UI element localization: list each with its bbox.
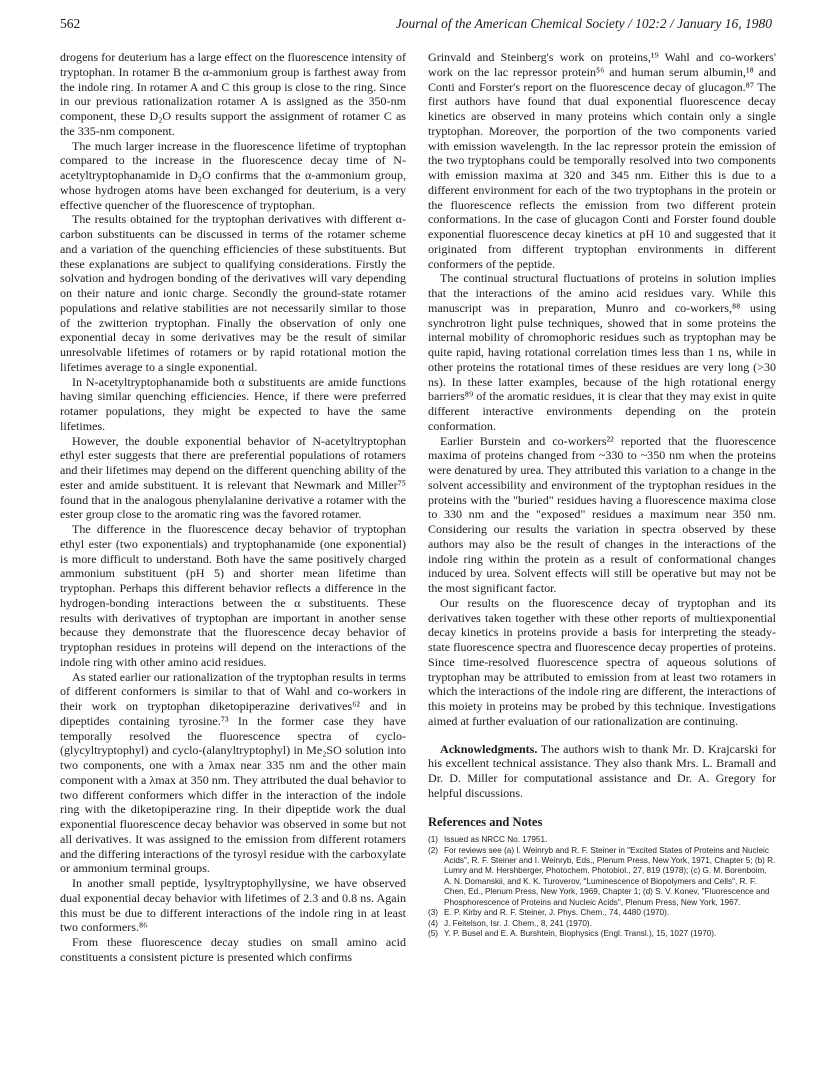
- references-list: [428, 835, 776, 939]
- left-column: [60, 50, 406, 965]
- reference-number: (5): [428, 928, 439, 938]
- page-number: 562: [60, 16, 81, 31]
- reference-item: [428, 908, 776, 918]
- paragraph: drogens for deuterium has a large effect on the fluorescence intensity of tryptophan. In rotamer B the α-ammonium group is farthest away from the indole ring. In rotamer A and C this group is close to the ring. Since in our previous rationalization rotamer A is assigned as the 350-nm component, these D₂O results support the assignment of rotamer C as the 335-nm component.: [60, 50, 406, 138]
- paragraph: The results obtained for the tryptophan derivatives with different α-carbon substituents can be discussed in terms of the rotamer scheme and a variation of the quenching efficiencies of these substituents. But these explanations are subject to qualifying considerations. Firstly the solvation and hydrogen bonding of the derivatives will vary depending on their nature and ionic charge. Secondly the ground-state rotamer populations and relative stabilities are not necessarily similar to those of the zwitterion tryptophan. Finally the observation of only one exponential decay in some derivatives may be the result of similar unresolvable lifetimes of rotamers or by rapid rotational motion the lifetimes average to a single exponential.: [60, 212, 406, 374]
- reference-number: (1): [428, 835, 439, 845]
- reference-text: Issued as NRCC No. 17951.: [444, 835, 548, 845]
- reference-text: E. P. Kirby and R. F. Steiner, J. Phys. Chem., 74, 4480 (1970).: [444, 908, 670, 918]
- reference-text: For reviews see (a) I. Weinryb and R. F. Steiner in "Excited States of Proteins and Nucleic Acids", R. F. Steiner and I. Weinryb, Eds., Plenum Press, New York, 1971, Chapter 5; (b) R. Lumry and M. Hershberger, Photochem. Photobiol., 27, 819 (1978); (c) G. M. Borenboim, A. N. Domanskii, and K. K. Turoverov, "Luminescence of Biopolymers and Cells", R. F. Chen, Ed., Plenum Press, New York, 1969, Chapter 1; (d) S. V. Konev, "Fluorescence and Phosphorescence of Proteins and Nucleic Acids", Plenum Press, New York, 1967.: [444, 845, 776, 907]
- reference-item: [428, 846, 776, 908]
- reference-text: J. Feitelson, Isr. J. Chem., 8, 241 (1970).: [444, 918, 592, 928]
- running-head: Journal of the American Chemical Society / 102:2 / January 16, 1980: [395, 16, 772, 31]
- reference-item: [428, 919, 776, 929]
- reference-text: Y. P. Busel and E. A. Burshtein, Biophysics (Engl. Transl.), 15, 1027 (1970).: [444, 928, 717, 938]
- references-heading: References and Notes: [428, 814, 543, 829]
- acknowledgments-heading: Acknowledgments.: [440, 741, 538, 756]
- acknowledgments: [428, 742, 776, 801]
- reference-number: (4): [428, 918, 439, 928]
- acknowledgments-text: The authors wish to thank Mr. D. Krajcarski for his excellent technical assistance. They also thank Mrs. L. Bramall and Dr. D. Miller for computational assistance and Dr. A. Gregory for helpful discussions.: [428, 741, 776, 800]
- paragraph: The much larger increase in the fluorescence lifetime of tryptophan compared to the increase in the fluorescence decay time of N-acetyltryptophanamide in D₂O confirms that the α-ammonium group, whose hydrogen atoms have been exchanged for deuterium, is a very effective quencher of the fluorescence of tryptophan.: [60, 138, 406, 212]
- paragraph: Grinvald and Steinberg's work on proteins,¹⁹ Wahl and co-workers' work on the lac repressor protein⁵⁶ and human serum albumin,¹⁸ and Conti and Forster's report on the fluorescence decay of glucagon.⁸⁷ The first authors have found that dual exponential fluorescence decay kinetics are observed in many proteins which contain only a single tryptophan. Moreover, the porportion of the two components varied with emission wavelength. In the lac repressor protein the emission of the two tryptophans could be temporally resolved into two components with emission maxima at 320 and 345 nm. Either this is due to a different environment for each of the two tryptophans in the protein or the fluorescence reflects the emission from two different protein conformations. In the case of glucagon Conti and Forster found double exponential fluorescence decay kinetics at pH 10 and suggested that it originated from different tryptophan environments in different conformers of the peptide.: [428, 50, 776, 271]
- page-header: [60, 16, 772, 36]
- paragraph: In N-acetyltryptophanamide both α substituents are amide functions having similar quenching efficiencies. Hence, if there were preferred rotamer populations, they might be expected to have the same lifetimes.: [60, 374, 406, 433]
- paragraph: However, the double exponential behavior of N-acetyltryptophan ethyl ester suggests that there are preferential populations of rotamers and their lifetimes may depend on the different quenching ability of the ester and amide substituent. It is relevant that Newmark and Miller⁷⁵ found that in the analogous phenylalanine derivative a rotamer with the ester group close to the aromatic ring was the favored rotamer.: [60, 433, 406, 522]
- reference-number: (3): [428, 908, 439, 918]
- paragraph: In another small peptide, lysyltryptophyllysine, we have observed dual exponential decay behavior with lifetimes of 2.3 and 0.8 ns. Again this must be due to different interactions of the indole ring in at least two conformers.⁸⁶: [60, 876, 406, 935]
- right-column: [428, 50, 776, 939]
- paragraph: Our results on the fluorescence decay of tryptophan and its derivatives taken together with these other reports of multiexponential decay kinetics in proteins provide a basis for interpreting the steady-state fluorescence spectra and fluorescence decay properties of proteins. Since time-resolved fluorescence spectra of aqueous solutions of tryptophan may be attributed to emission from at least two rotamers in which the interactions of the indole ring are different, the interactions of this moiety in proteins may be probed by this technique. Investigations aimed at further evaluation of our rationalization are continuing.: [428, 595, 776, 728]
- paragraph: Earlier Burstein and co-workers²² reported that the fluorescence maxima of proteins changed from ~330 to ~350 nm when the proteins were denatured by urea. They attributed this variation to a change in the solvent accessibility and environment of the tryptophan residues in the proteins with the "buried" residues having a fluorescence maxima close to 330 nm and the "exposed" residues a maximum near 350 nm. Considering our results the variation in spectra observed by these authors may also be the result of changes in the interactions of the indole ring within the protein as a result of conformational changes induced by urea. Solvent effects will still be operative but may not be the most significant factor.: [428, 433, 776, 595]
- paragraph: As stated earlier our rationalization of the tryptophan results in terms of different conformers is similar to that of Wahl and co-workers in their work on tryptophan diketopiperazine derivatives⁶² and in dipeptides containing tyrosine.⁷³ In the former case they have temporally resolved the fluorescence spectra of cyclo-(glycyltryptophyl) and cyclo-(alanyltryptophyl) in Me₂SO solution into two components, one with a λmax near 335 nm and the other main component with a λmax at 350 nm. They attributed the dual behavior to two different conformers which differ in the interaction of the indole ring with the diketopiperazine ring. In their dipeptide work the dual exponential fluorescence decay behavior was observed in some but not all derivatives. It was assigned to the emission from different rotamers and the differing interactions of the tyrosyl residue with the carboxylate or ammonium terminal groups.: [60, 669, 406, 876]
- reference-item: [428, 929, 776, 939]
- reference-item: [428, 835, 776, 845]
- paragraph: The difference in the fluorescence decay behavior of tryptophan ethyl ester (two exponentials) and tryptophanamide (one exponential) is more difficult to understand. Both have the same positively charged ammonium substituent (pH 5) and shorter mean lifetime than tryptophan. Perhaps this different behavior reflects a difference in the hydrogen-bonding interactions between the α substituents. These results with derivatives of tryptophan are important in another sense because they demonstrate that the fluorescence decay behavior of tryptophan residues in proteins will depend on the interactions of the indole ring with other amino acid residues.: [60, 522, 406, 669]
- reference-number: (2): [428, 845, 439, 855]
- paragraph: The continual structural fluctuations of proteins in solution implies that the interactions of the amino acid residues vary. While this manuscript was in preparation, Munro and co-workers,⁸⁸ using synchrotron light pulse techniques, showed that in some proteins the internal mobility of chromophoric residues such as tryptophan may be quite rapid, having rotational correlation times less than 1 ns, while in other proteins the rotational times of these residues are very long (>30 ns). In these latter examples, because of the high rotational energy barriers⁸⁹ of the aromatic residues, it is clear that they may exist in quite different interactive environments depending on the protein conformation.: [428, 271, 776, 433]
- paragraph: From these fluorescence decay studies on small amino acid constituents a consistent picture is presented which confirms: [60, 935, 406, 964]
